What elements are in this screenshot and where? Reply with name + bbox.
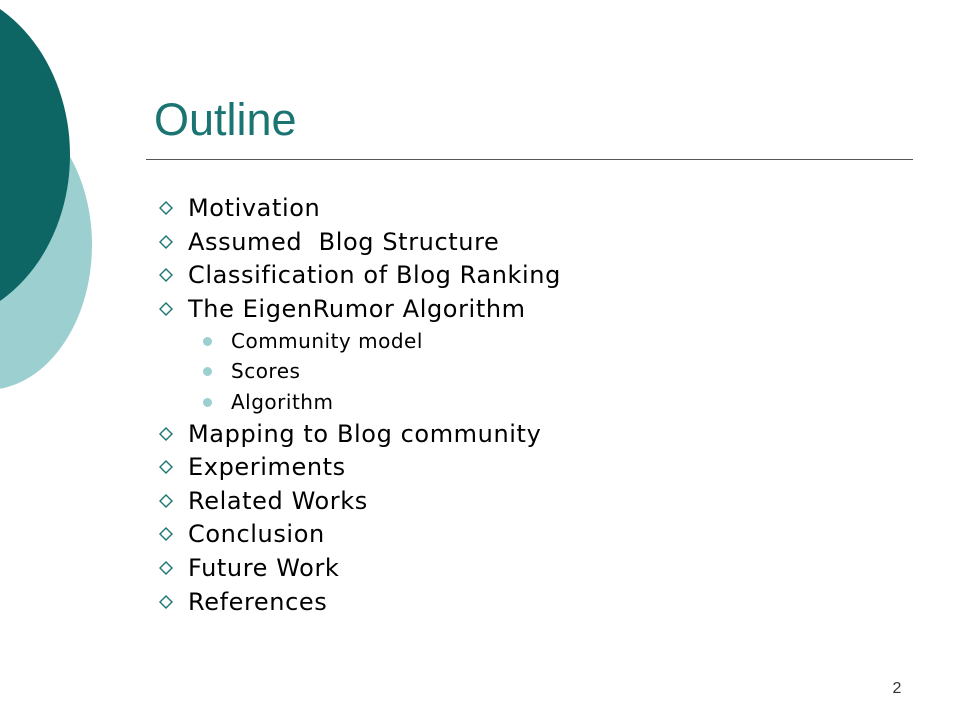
outline-item-mapping	[158, 417, 541, 451]
outline-item-label: Experiments	[188, 453, 346, 481]
outline-item-label: Conclusion	[188, 520, 325, 548]
title-divider	[146, 159, 913, 160]
outline-subitem-community-model	[203, 327, 423, 355]
outline-item-label: Related Works	[188, 487, 368, 515]
outline-item-classification	[158, 258, 561, 292]
hollow-square-icon	[158, 484, 188, 518]
hollow-square-icon	[158, 292, 188, 326]
outline-item-label: Assumed Blog Structure	[188, 228, 500, 256]
hollow-square-icon	[158, 585, 188, 619]
hollow-square-icon	[158, 225, 188, 259]
outline-subitem-algorithm	[203, 388, 333, 416]
outline-item-label: Classification of Blog Ranking	[188, 261, 561, 289]
dot-icon	[203, 398, 212, 407]
hollow-square-icon	[158, 191, 188, 225]
outline-subitem-label: Algorithm	[231, 390, 334, 414]
outline-item-label: Mapping to Blog community	[188, 420, 542, 448]
outline-subitem-label: Community model	[231, 329, 423, 353]
outline-item-label: The EigenRumor Algorithm	[188, 295, 526, 323]
hollow-square-icon	[158, 551, 188, 585]
outline-item-related-works	[158, 484, 368, 518]
hollow-square-icon	[158, 258, 188, 292]
dot-icon	[203, 367, 212, 376]
outline-item-label: References	[188, 588, 328, 616]
hollow-square-icon	[158, 417, 188, 451]
outline-item-label: Motivation	[188, 194, 321, 222]
outline-item-references	[158, 585, 327, 619]
outline-item-conclusion	[158, 517, 325, 551]
outline-item-assumed-blog-structure	[158, 225, 499, 259]
outline-item-experiments	[158, 450, 346, 484]
hollow-square-icon	[158, 517, 188, 551]
outline-subitem-label: Scores	[231, 359, 301, 383]
slide-title: Outline	[154, 94, 297, 145]
page-number: 2	[892, 680, 902, 697]
outline-item-motivation	[158, 191, 320, 225]
outline-item-future-work	[158, 551, 339, 585]
outline-item-label: Future Work	[188, 554, 340, 582]
hollow-square-icon	[158, 450, 188, 484]
dot-icon	[203, 337, 212, 346]
outline-subitem-scores	[203, 357, 300, 385]
outline-item-eigenrumor-algorithm	[158, 292, 526, 326]
